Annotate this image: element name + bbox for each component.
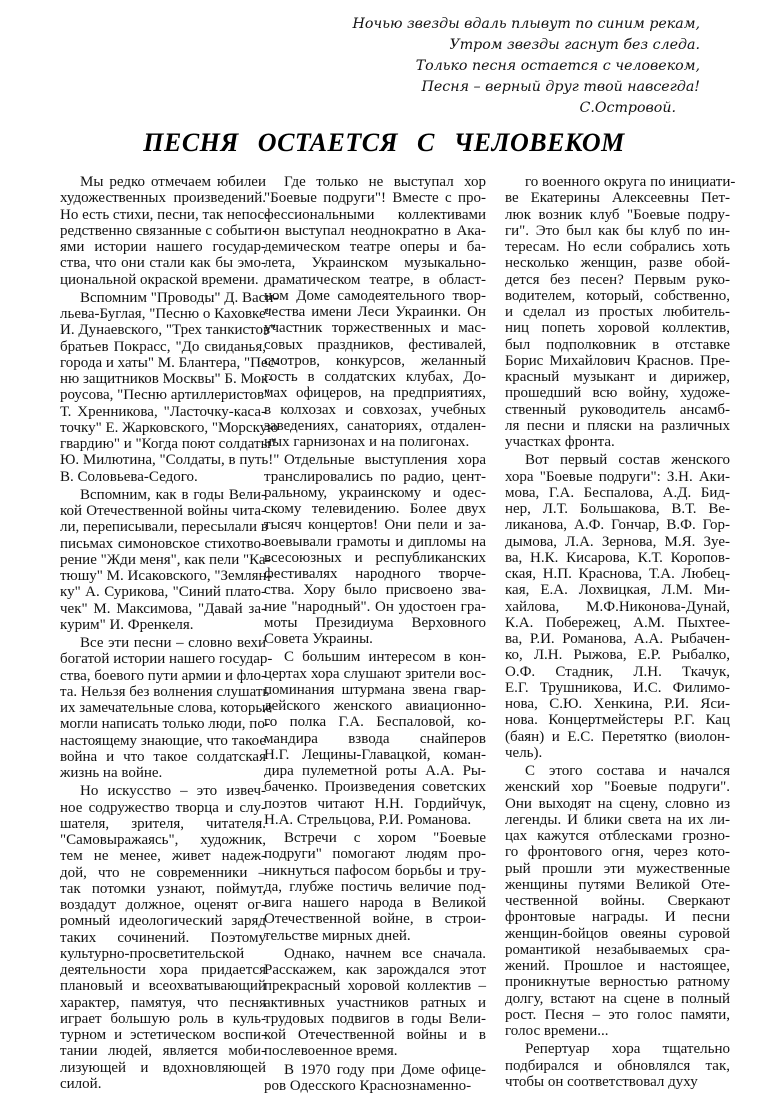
text-line: настоящему знающие, что такое	[60, 732, 266, 749]
text-line: участник торжественных и мас-	[264, 320, 486, 337]
text-line: их замечательные слова, которые	[60, 700, 273, 716]
text-line: кой Отечественной войны чита-	[60, 503, 266, 519]
text-line: циональной окраской времени.	[60, 271, 259, 288]
text-line: Однако, начнем все сначала.	[284, 945, 486, 962]
text-line: дой, что не современники –	[60, 864, 266, 881]
text-line: И. Дунаевского, "Трех танкистов"	[60, 322, 277, 339]
text-line: ва, Н.К. Кисарова, К.Т. Коропов-	[505, 549, 730, 566]
text-line: воздадут должное, оценят ог-	[60, 897, 266, 913]
text-line: совых праздников, фестивалей,	[264, 336, 486, 353]
article-column-1	[60, 174, 280, 1094]
epigraph	[340, 14, 700, 119]
text-line: играет большую роль в куль-	[60, 1010, 266, 1027]
text-line: смотров, конкурсов, желанный	[264, 352, 486, 369]
article-paragraph	[264, 1062, 486, 1095]
text-line: нер, Л.Т. Большакова, В.Т. Ве-	[505, 501, 730, 517]
text-line: роусова, "Песню артиллеристов"	[60, 387, 271, 404]
text-line: Совета Украины.	[264, 631, 373, 647]
text-line: богатой истории нашего государ-	[60, 651, 273, 668]
text-line: Н.А. Стрельцова, Р.И. Романова.	[264, 811, 472, 828]
text-line: да, глубже постичь величие под-	[264, 878, 486, 895]
text-line: всесоюзных и республиканских	[264, 549, 486, 566]
text-line: женщины путями Великой Оте-	[505, 876, 730, 893]
text-line: мандира взвода снайперов	[264, 730, 486, 747]
text-line: мах офицеров, на предприятиях,	[264, 385, 486, 402]
text-line: драматическом театре, в област-	[264, 271, 486, 288]
text-line: лизующей и вдохновляющей	[60, 1059, 266, 1076]
text-line: жений. Прошлое и настоящее,	[505, 958, 730, 974]
text-line: С большим интересом в кон-	[284, 649, 486, 666]
text-line: тысяч концертов! Они пели и за-	[264, 517, 486, 534]
text-line: В. Соловьева-Седого.	[60, 468, 198, 485]
article-paragraph	[264, 452, 486, 647]
text-line: характер, памятуя, что песня	[60, 994, 266, 1011]
text-line: поэтов читают Н.Н. Гордийчук,	[264, 795, 486, 812]
text-line: ное содружество творца и слу-	[60, 799, 266, 816]
text-line: "Боевые подруги"! Вместе с про-	[264, 190, 486, 207]
text-line: воевывали грамоты и дипломы на	[264, 533, 486, 550]
text-line: ных гарнизонах и на полигонах.	[264, 434, 470, 450]
text-line: женщин-бойцов овеяны суровой	[505, 925, 730, 942]
text-line: Е.Г. Трушникова, И.С. Филимо-	[505, 679, 730, 696]
text-line: Вспомним, как в годы Вели-	[80, 486, 266, 503]
text-line: чественной войны. Сверкают	[505, 893, 730, 909]
text-line: деятельности хора придается	[60, 962, 266, 978]
text-line: кая, Е.А. Лохвицкая, Л.М. Ми-	[505, 582, 730, 599]
text-line: ями истории нашего государ-	[60, 239, 266, 255]
text-line: ном Доме самодеятельного твор-	[264, 287, 486, 304]
text-line: дымова, Л.А. Зернова, М.Я. Зуе-	[505, 533, 730, 550]
text-line: "Самовыражаясь", художник,	[60, 832, 266, 848]
epigraph-line: Утром звезды гаснут без следа.	[449, 37, 700, 53]
text-line: цах кажутся отблесками грозно-	[505, 828, 730, 844]
text-line: Мы редко отмечаем юбилеи	[80, 174, 266, 190]
text-line: го военного округа по инициати-	[525, 174, 736, 190]
text-line: моты Президиума Верховного	[264, 614, 486, 631]
article-paragraph	[264, 649, 486, 828]
text-line: дется без песен? Первым руко-	[505, 271, 730, 288]
text-line: шателя, зрителя, читателя.	[60, 815, 266, 832]
article-paragraph	[60, 635, 273, 781]
text-line: точку" Е. Жарковского, "Морскую	[60, 419, 279, 436]
text-line: дира пулеметной роты А.А. Ры-	[264, 763, 486, 779]
text-line: Все эти песни – словно вехи	[80, 635, 266, 651]
text-line: жизнь на войне.	[60, 765, 163, 781]
text-line: Вот первый состав женского	[525, 452, 730, 469]
text-line: баченко. Произведения советских	[264, 779, 486, 796]
epigraph-author: С.Островой.	[579, 100, 676, 116]
text-line: Вспомним "Проводы" Д. Васи-	[80, 289, 279, 306]
text-line: ние "народный". Он удостоен гра-	[264, 598, 486, 615]
text-line: Они выходят на сцену, словно из	[505, 795, 730, 812]
text-line: легенды. И блики света на их ли-	[505, 811, 730, 828]
text-line: Н.Г. Лещины-Главацкой, коман-	[264, 746, 486, 763]
article-paragraph	[60, 486, 272, 633]
text-line: рый прошли эти мужественные	[505, 860, 730, 877]
text-line: голос времени...	[505, 1023, 609, 1039]
text-line: ги". Это был как бы клуб по ин-	[505, 222, 730, 239]
text-line: тюшу" М. Исаковского, "Землян-	[60, 568, 272, 584]
article-paragraph	[264, 830, 486, 944]
text-line: ли, переписывали, пересылали в	[60, 519, 268, 536]
text-line: прошедший всю войну, художе-	[505, 385, 730, 402]
article-title: ПЕСНЯ ОСТАЕТСЯ С ЧЕЛОВЕКОМ	[143, 128, 625, 157]
text-line: красный музыкант и дирижер,	[505, 369, 730, 385]
article-paragraph	[505, 174, 736, 450]
text-line: тельстве мирных дней.	[264, 927, 411, 944]
article-paragraph	[264, 946, 486, 1060]
text-line: транслировались по радио, цент-	[264, 468, 486, 485]
text-line: Встречи с хором "Боевые	[284, 830, 486, 846]
text-line: и сделал из простых любитель-	[505, 304, 730, 320]
text-line: культурно-просветительской	[60, 945, 245, 962]
text-line: чества имени Леси Украинки. Он	[264, 304, 486, 320]
text-line: ку" А. Сурикова, "Синий плато-	[60, 584, 266, 601]
text-line: женский хор "Боевые подруги".	[505, 779, 730, 796]
text-line: льева-Буглая, "Песню о Каховке"	[60, 306, 272, 322]
text-line: он выступал неоднократно в Ака-	[264, 222, 486, 239]
text-line: О.Ф. Стадник, Л.Н. Ткачук,	[505, 663, 730, 680]
text-line: нова. Концертмейстеры Р.Г. Кац	[505, 712, 730, 729]
article-paragraph	[264, 174, 486, 450]
text-line: послевоенное время.	[264, 1043, 398, 1060]
text-line: нова, С.Ю. Хенкина, Р.И. Яси-	[505, 696, 730, 712]
text-line: силой.	[60, 1075, 102, 1092]
text-line: курим" И. Френкеля.	[60, 616, 194, 633]
text-line: чек" М. Максимова, "Давай за-	[60, 600, 266, 617]
text-line: турном и эстетическом воспи-	[60, 1027, 266, 1043]
text-line: люк возник клуб "Боевые подру-	[505, 206, 730, 223]
text-line: го фронтового огня, через кото-	[505, 844, 730, 861]
text-line: ве Екатерины Алексеевны Пет-	[505, 190, 730, 207]
text-line: водителем, который, собственно,	[505, 287, 730, 304]
text-line: трудовых подвигов в годы Вели-	[264, 1010, 486, 1027]
text-line: К.А. Побережец, А.М. Пыхтее-	[505, 614, 730, 631]
text-line: таких сочинений. Поэтому	[60, 929, 266, 946]
article-paragraph	[60, 783, 266, 1092]
text-line: активных участников ратных и	[264, 994, 486, 1011]
text-line: вига нашего народа в Великой	[264, 895, 486, 911]
text-line: ства, что они стали как бы эмо-	[60, 255, 266, 272]
text-line: тании людей, является моби-	[60, 1043, 266, 1060]
text-line: ственный руководитель ансамб-	[505, 401, 730, 418]
text-line: рост. Песня – это голос памяти,	[505, 1006, 730, 1023]
text-line: Отдельные выступления хора	[284, 452, 486, 469]
text-line: демическом театре оперы и ба-	[264, 239, 486, 255]
text-line: Т. Хренникова, "Ласточку-каса-	[60, 403, 266, 420]
text-line: гость в солдатских клубах, До-	[264, 369, 486, 385]
text-line: Отечественной войне, в строи-	[264, 911, 486, 928]
text-line: В 1970 году при Доме офице-	[284, 1061, 486, 1078]
text-line: Репертуар хора тщательно	[525, 1041, 730, 1058]
text-line: ров Одесского Краснознаменно-	[264, 1077, 472, 1094]
text-line: (баян) и Е.С. Перетятко (виолон-	[505, 728, 730, 745]
text-line: ко, Л.Н. Рыжова, Е.Р. Рыбалко,	[505, 647, 730, 664]
text-line: подбирался и обновлялся так,	[505, 1057, 730, 1074]
text-line: лета, Украинском музыкально-	[264, 255, 486, 272]
text-line: скому телевидению. Более двух	[264, 501, 486, 517]
epigraph-line: Ночью звезды вдаль плывут по синим рекам,	[352, 16, 700, 32]
text-line: города и хаты" М. Блантера, "Пес-	[60, 354, 280, 371]
text-line: Расскажем, как зарождался этот	[264, 962, 486, 978]
text-line: мова, Г.А. Беспалова, А.Д. Бид-	[505, 484, 730, 501]
article-paragraph	[60, 174, 270, 288]
text-line: гвардию" и "Когда поют солдаты"	[60, 436, 277, 452]
text-line: хора "Боевые подруги": З.Н. Аки-	[505, 468, 730, 485]
text-line: могли написать только люди, по-	[60, 716, 270, 733]
article-paragraph	[505, 763, 730, 1039]
text-line: го полка Г.А. Беспаловой, ко-	[264, 714, 486, 731]
text-line: братьев Покрасс, "До свиданья,	[60, 338, 266, 355]
text-line: Где только не выступал хор	[284, 174, 486, 190]
text-line: ниц попеть хоровой коллектив,	[505, 320, 730, 337]
text-line: так потомки узнают, поймут,	[60, 880, 266, 897]
text-line: романтикой незабываемых сра-	[505, 941, 730, 958]
text-line: тересам. Но если собрались хоть	[505, 239, 730, 255]
text-line: несколько женщин, разве обой-	[505, 255, 730, 272]
article-paragraph	[60, 289, 280, 485]
text-line: ля песни и пляски на различных	[505, 417, 730, 434]
text-line: та. Нельзя без волнения слушать	[60, 683, 270, 700]
text-line: Ю. Милютина, "Солдаты, в путь!"	[60, 452, 280, 469]
article-column-3	[505, 174, 736, 1092]
text-line: поминания штурмана звена гвар-	[264, 681, 486, 698]
text-line: подруги" помогают людям про-	[264, 846, 486, 863]
text-line: кой Отечественной войны и в	[264, 1027, 486, 1043]
text-line: ства. Хору было присвоено зва-	[264, 582, 486, 599]
article-paragraph	[505, 452, 730, 761]
text-line: редственно связанные с событи-	[60, 222, 268, 239]
text-line: в колхозах и совхозах, учебных	[264, 401, 486, 418]
text-line: никнуться пафосом борьбы и тру-	[264, 862, 486, 879]
text-line: чель).	[505, 744, 543, 761]
text-line: Но искусство – это извеч-	[80, 783, 266, 800]
text-line: ню защитников Москвы" Б. Мок-	[60, 371, 274, 387]
text-line: рение "Жди меня", как пели "Ка-	[60, 551, 271, 568]
epigraph-line: Только песня остается с человеком,	[415, 58, 700, 74]
text-line: война и что такое солдатская	[60, 748, 266, 765]
text-line: Борис Михайлович Краснов. Пре-	[505, 352, 730, 369]
text-line: хайлова, М.Ф.Никонова-Дунай,	[505, 598, 730, 615]
text-line: фессиональными коллективами	[264, 206, 486, 223]
article-paragraph	[505, 1041, 730, 1090]
text-line: фронтовые награды. И песни	[505, 909, 730, 926]
epigraph-line: Песня – верный друг твой навсегда!	[421, 79, 700, 95]
text-line: проникнутые верностью ратному	[505, 974, 730, 991]
text-line: ликанова, А.Ф. Гончар, В.Ф. Гор-	[505, 517, 730, 534]
text-line: С этого состава и начался	[525, 763, 730, 779]
text-line: тем не менее, живет надеж-	[60, 848, 266, 865]
text-line: фестивалях народного творче-	[264, 566, 486, 582]
text-line: был подполковник в отставке	[505, 336, 730, 353]
text-line: ская, Н.П. Краснова, Т.А. Любец-	[505, 566, 730, 582]
text-line: чтобы он соответствовал духу	[505, 1073, 698, 1090]
text-line: письмах симоновское стихотво-	[60, 535, 266, 552]
text-line: цертах хора слушают зрители вос-	[264, 665, 486, 682]
article-column-2	[264, 174, 486, 1096]
text-line: заведениях, санаториях, отдален-	[264, 417, 486, 434]
text-line: плановый и всеохватывающий	[60, 978, 266, 995]
text-line: ромный идеологический заряд	[60, 913, 266, 930]
text-line: прекрасный хоровой коллектив –	[264, 978, 486, 995]
text-line: Но есть стихи, песни, так непос-	[60, 206, 270, 223]
text-line: ва, Р.И. Романова, А.А. Рыбачен-	[505, 631, 730, 647]
text-line: художественных произведений.	[60, 190, 266, 207]
text-line: участках фронта.	[505, 434, 615, 450]
text-line: долгу, встают на сцене в полный	[505, 990, 730, 1007]
text-line: ральному, украинскому и одес-	[264, 484, 486, 501]
text-line: ства, боевого пути армии и фло-	[60, 667, 266, 684]
text-line: дейского женского авиационно-	[264, 698, 486, 714]
